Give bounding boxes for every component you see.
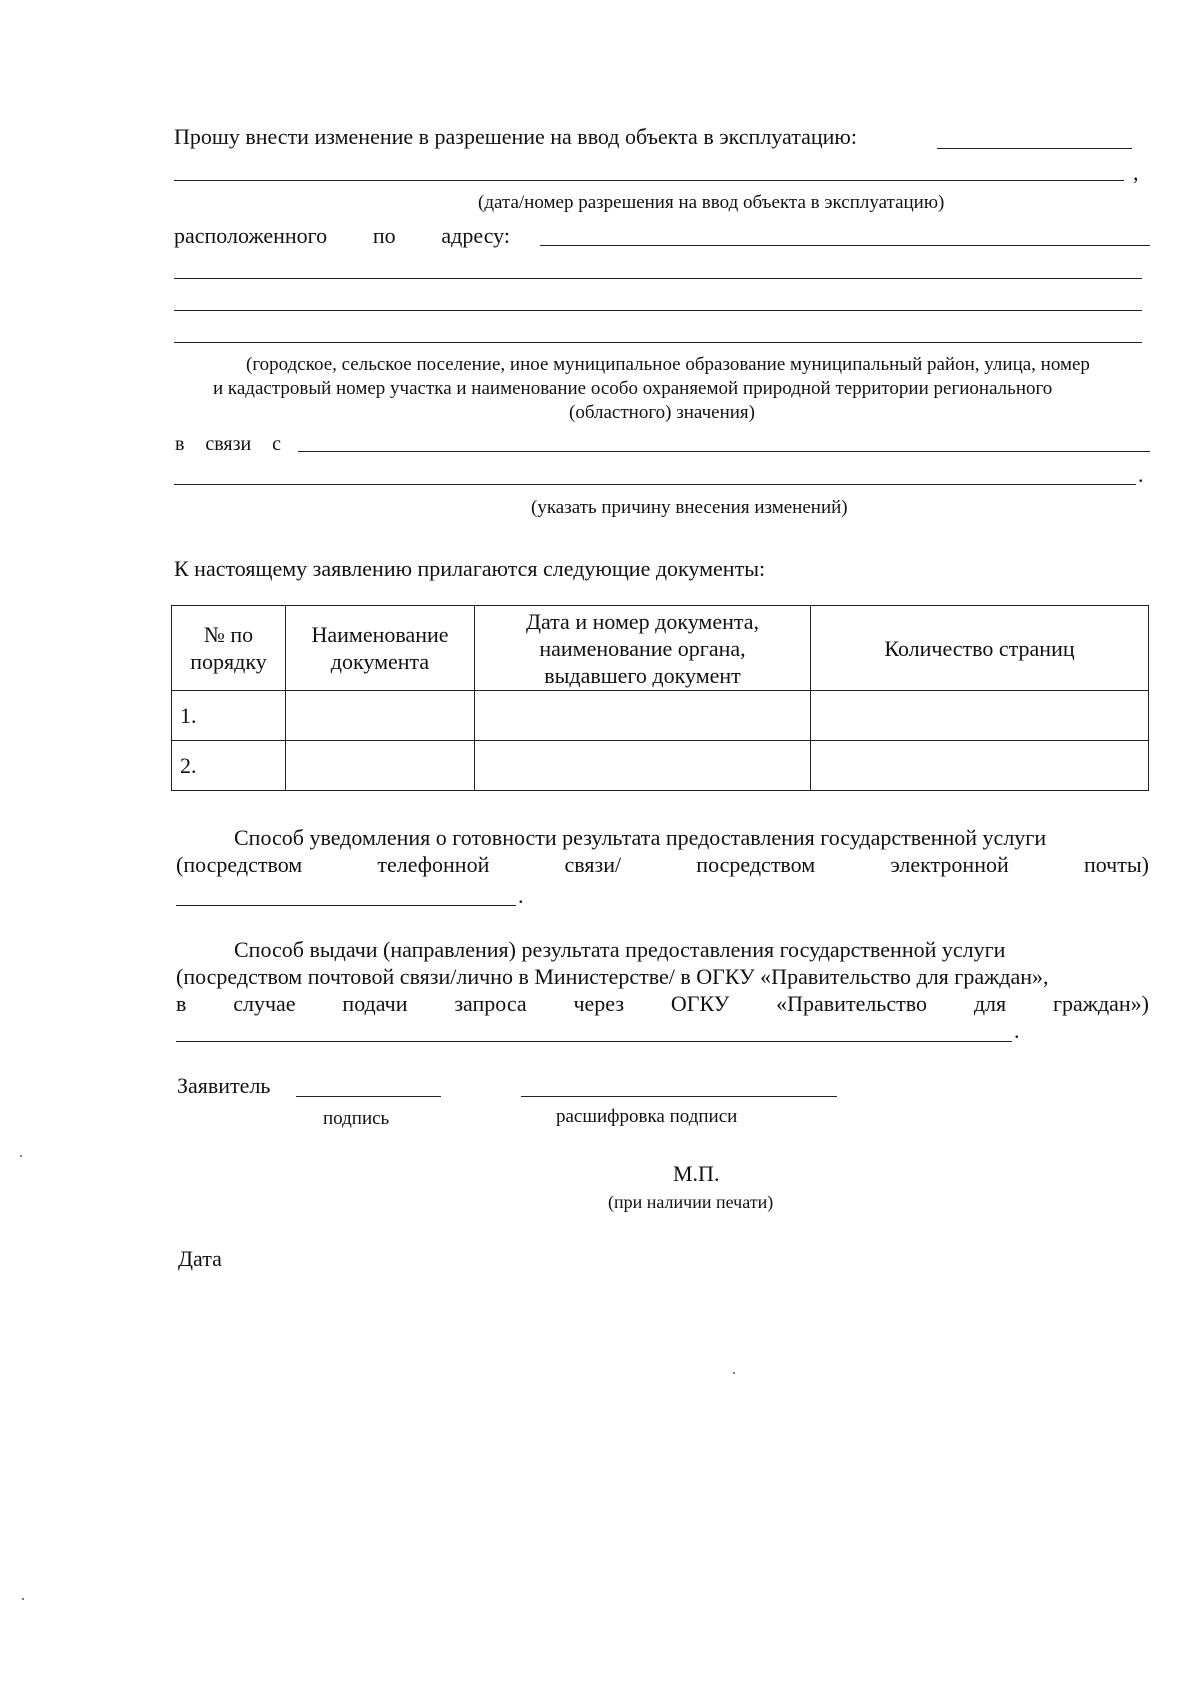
row-number: 1. — [172, 691, 286, 741]
notification-line1: Способ уведомления о готовности результата предоставления государственной услуги — [234, 825, 1047, 850]
table-row — [172, 691, 1149, 741]
seal-caption: (при наличии печати) — [608, 1192, 774, 1212]
signature-decoding-input-line[interactable] — [521, 1096, 837, 1097]
applicant-label: Заявитель — [177, 1073, 271, 1098]
signature-input-line[interactable] — [296, 1096, 441, 1097]
date-label: Дата — [178, 1246, 222, 1271]
address-caption-line2: и кадастровый номер участка и наименование особо охраняемой природной территории регионального — [213, 378, 1053, 399]
permit-input-line-1[interactable] — [937, 148, 1132, 149]
address-input-line-1[interactable] — [540, 245, 1150, 246]
notification-line2: (посредством телефонной связи/ посредством электронной почты) — [176, 852, 1149, 877]
scan-speck — [733, 1372, 735, 1374]
table-row — [172, 741, 1149, 791]
reason-input-line-1[interactable] — [298, 451, 1150, 452]
header-number: № по порядку — [172, 606, 286, 691]
documents-table — [171, 605, 1149, 791]
row-page-count-cell[interactable] — [811, 691, 1149, 741]
row-number: 2. — [172, 741, 286, 791]
header-page-count: Количество страниц — [811, 606, 1149, 691]
row-document-name-cell[interactable] — [286, 741, 475, 791]
header-document-date: Дата и номер документа, наименование органа, выдавшего документ — [475, 606, 811, 691]
scan-speck — [20, 1155, 22, 1157]
scan-speck — [22, 1598, 24, 1600]
delivery-line3: в случае подачи запроса через ОГКУ «Правительство для граждан») — [176, 991, 1149, 1016]
reason-input-line-2[interactable] — [174, 484, 1136, 485]
signature-caption: подпись — [323, 1108, 390, 1129]
row-document-date-cell[interactable] — [475, 691, 811, 741]
table-header-row — [172, 606, 1149, 691]
address-input-line-3[interactable] — [174, 310, 1142, 311]
address-word: по — [372, 223, 396, 248]
address-input-line-2[interactable] — [174, 278, 1142, 279]
address-label — [174, 223, 510, 249]
reason-word: с — [272, 433, 281, 455]
notification-input-line[interactable] — [176, 905, 516, 906]
period-mark: . — [1138, 462, 1144, 487]
address-word: расположенного — [174, 223, 328, 248]
reason-label — [175, 433, 281, 456]
reason-caption: (указать причину внесения изменений) — [531, 497, 848, 518]
delivery-line1: Способ выдачи (направления) результата предоставления государственной услуги — [234, 937, 1006, 962]
permit-input-line-2[interactable] — [174, 180, 1124, 181]
row-document-date-cell[interactable] — [475, 741, 811, 791]
notification-period: . — [518, 883, 524, 908]
delivery-period: . — [1014, 1018, 1020, 1043]
permit-caption: (дата/номер разрешения на ввод объекта в эксплуатацию) — [478, 192, 945, 213]
delivery-line2: (посредством почтовой связи/лично в Министерстве/ в ОГКУ «Правительство для граждан», — [176, 964, 1049, 989]
row-document-name-cell[interactable] — [286, 691, 475, 741]
header-document-name: Наименование документа — [286, 606, 475, 691]
comma-mark: , — [1133, 160, 1139, 185]
delivery-input-line[interactable] — [176, 1041, 1012, 1042]
row-page-count-cell[interactable] — [811, 741, 1149, 791]
attachments-heading: К настоящему заявлению прилагаются следующие документы: — [174, 556, 766, 581]
address-word: адресу: — [441, 223, 510, 248]
address-caption-line3: (областного) значения) — [569, 402, 755, 423]
request-text: Прошу внести изменение в разрешение на ввод объекта в эксплуатацию: — [174, 124, 857, 149]
address-caption-line1: (городское, сельское поселение, иное муниципальное образование муниципальный район, улица, номер — [246, 354, 1090, 375]
reason-word: связи — [205, 433, 252, 455]
address-input-line-4[interactable] — [174, 342, 1142, 343]
seal-label: М.П. — [673, 1161, 720, 1186]
reason-word: в — [175, 433, 185, 455]
decoding-caption: расшифровка подписи — [556, 1106, 738, 1127]
